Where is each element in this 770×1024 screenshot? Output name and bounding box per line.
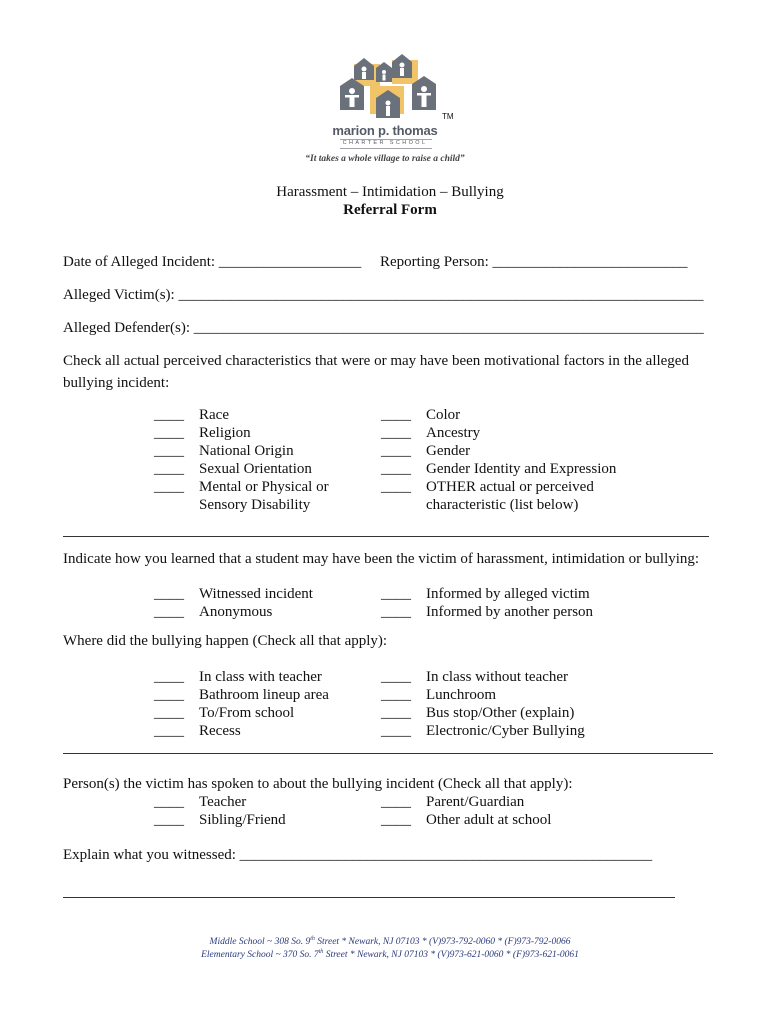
footer-elementary-school	[0, 949, 770, 960]
spoken-to-prompt: Person(s) the victim has spoken to about the bullying incident (Check all that apply):	[63, 776, 573, 792]
checkbox-blank[interactable]: ____	[154, 425, 184, 441]
option-anonymous: Anonymous	[199, 604, 273, 620]
alleged-victim-field[interactable]: Alleged Victim(s): ______________________________________________________________________	[63, 287, 704, 303]
footer-middle-text: Middle School ~ 308 So. 9	[209, 937, 311, 948]
form-title: Harassment – Intimidation – Bullying	[276, 184, 504, 200]
learned-prompt: Indicate how you learned that a student may have been the victim of harassment, intimidation or bullying:	[63, 551, 700, 567]
option-bathroom: Bathroom lineup area	[199, 687, 329, 703]
option-gender-identity: Gender Identity and Expression	[426, 461, 617, 477]
checkbox-blank[interactable]: ____	[154, 687, 184, 703]
reporting-person-field[interactable]: Reporting Person: __________________________	[380, 254, 688, 270]
trademark-mark: TM	[442, 112, 454, 121]
option-religion: Religion	[199, 425, 251, 441]
option-witnessed: Witnessed incident	[199, 586, 313, 602]
explain-field[interactable]: Explain what you witnessed: _______________________________________________________	[63, 847, 653, 863]
school-name: marion p. thomas	[332, 123, 438, 138]
checkbox-blank[interactable]: ____	[381, 812, 411, 828]
tagline: “It takes a whole village to raise a child”	[305, 154, 465, 164]
characteristics-prompt: Check all actual perceived characteristics that were or may have been motivational factors in the alleged	[63, 353, 689, 369]
option-informed-victim: Informed by alleged victim	[426, 586, 590, 602]
school-subtitle: CHARTER SCHOOL	[342, 140, 428, 146]
checkbox-blank[interactable]: ____	[154, 723, 184, 739]
checkbox-blank[interactable]: ____	[381, 443, 411, 459]
option-color: Color	[426, 407, 461, 423]
checkbox-blank[interactable]: ____	[381, 669, 411, 685]
option-other-adult: Other adult at school	[426, 812, 552, 828]
checkbox-blank[interactable]: ____	[154, 604, 184, 620]
footer-middle-school	[0, 936, 770, 947]
option-parent-guardian: Parent/Guardian	[426, 794, 525, 810]
option-other: OTHER actual or perceived	[426, 479, 594, 495]
option-race: Race	[199, 407, 229, 423]
checkbox-blank[interactable]: ____	[154, 794, 184, 810]
option-to-from-school: To/From school	[199, 705, 295, 721]
checkbox-blank[interactable]: ____	[381, 687, 411, 703]
location-prompt: Where did the bullying happen (Check all that apply):	[63, 633, 388, 649]
footer-elementary-text-cont: Street * Newark, NJ 07103 * (V)973-621-0060 * (F)973-621-0061	[323, 950, 579, 961]
alleged-defender-field[interactable]: Alleged Defender(s): ____________________________________________________________________	[63, 320, 704, 336]
option-teacher: Teacher	[199, 794, 247, 810]
option-gender: Gender	[426, 443, 471, 459]
date-of-incident-field[interactable]: Date of Alleged Incident: ___________________	[63, 254, 362, 270]
checkbox-blank[interactable]: ____	[381, 479, 411, 495]
section-divider	[63, 753, 713, 754]
option-lunchroom: Lunchroom	[426, 687, 496, 703]
option-sexual-orientation: Sexual Orientation	[199, 461, 312, 477]
checkbox-blank[interactable]: ____	[154, 407, 184, 423]
option-ancestry: Ancestry	[426, 425, 481, 441]
option-sibling-friend: Sibling/Friend	[199, 812, 286, 828]
characteristics-prompt-cont: bullying incident:	[63, 375, 170, 391]
footer-elementary-sup: th	[318, 949, 324, 955]
checkbox-blank[interactable]: ____	[381, 461, 411, 477]
checkbox-blank[interactable]: ____	[381, 586, 411, 602]
village-houses-icon	[340, 50, 436, 122]
option-other-cont: characteristic (list below)	[426, 497, 579, 513]
option-informed-other: Informed by another person	[426, 604, 594, 620]
checkbox-blank[interactable]: ____	[381, 723, 411, 739]
option-class-without-teacher: In class without teacher	[426, 669, 569, 685]
option-cyber-bullying: Electronic/Cyber Bullying	[426, 723, 585, 739]
checkbox-blank[interactable]: ____	[154, 443, 184, 459]
checkbox-blank[interactable]: ____	[154, 812, 184, 828]
section-divider	[63, 536, 709, 537]
option-bus-stop: Bus stop/Other (explain)	[426, 705, 575, 721]
footer-elementary-text: Elementary School ~ 370 So. 7	[201, 950, 319, 961]
option-disability-cont: Sensory Disability	[199, 497, 311, 513]
checkbox-blank[interactable]: ____	[381, 407, 411, 423]
checkbox-blank[interactable]: ____	[381, 705, 411, 721]
checkbox-blank[interactable]: ____	[154, 705, 184, 721]
checkbox-blank[interactable]: ____	[381, 425, 411, 441]
checkbox-blank[interactable]: ____	[154, 586, 184, 602]
form-subtitle: Referral Form	[343, 202, 437, 218]
explain-line[interactable]	[63, 897, 675, 898]
divider	[340, 148, 432, 149]
checkbox-blank[interactable]: ____	[381, 604, 411, 620]
checkbox-blank[interactable]: ____	[381, 794, 411, 810]
option-national-origin: National Origin	[199, 443, 294, 459]
footer-middle-text-cont: Street * Newark, NJ 07103 * (V)973-792-0060 * (F)973-792-0066	[314, 937, 571, 948]
checkbox-blank[interactable]: ____	[154, 479, 184, 495]
option-recess: Recess	[199, 723, 241, 739]
checkbox-blank[interactable]: ____	[154, 461, 184, 477]
option-disability: Mental or Physical or	[199, 479, 329, 495]
footer-middle-sup: th	[310, 936, 315, 942]
option-class-with-teacher: In class with teacher	[199, 669, 322, 685]
checkbox-blank[interactable]: ____	[154, 669, 184, 685]
